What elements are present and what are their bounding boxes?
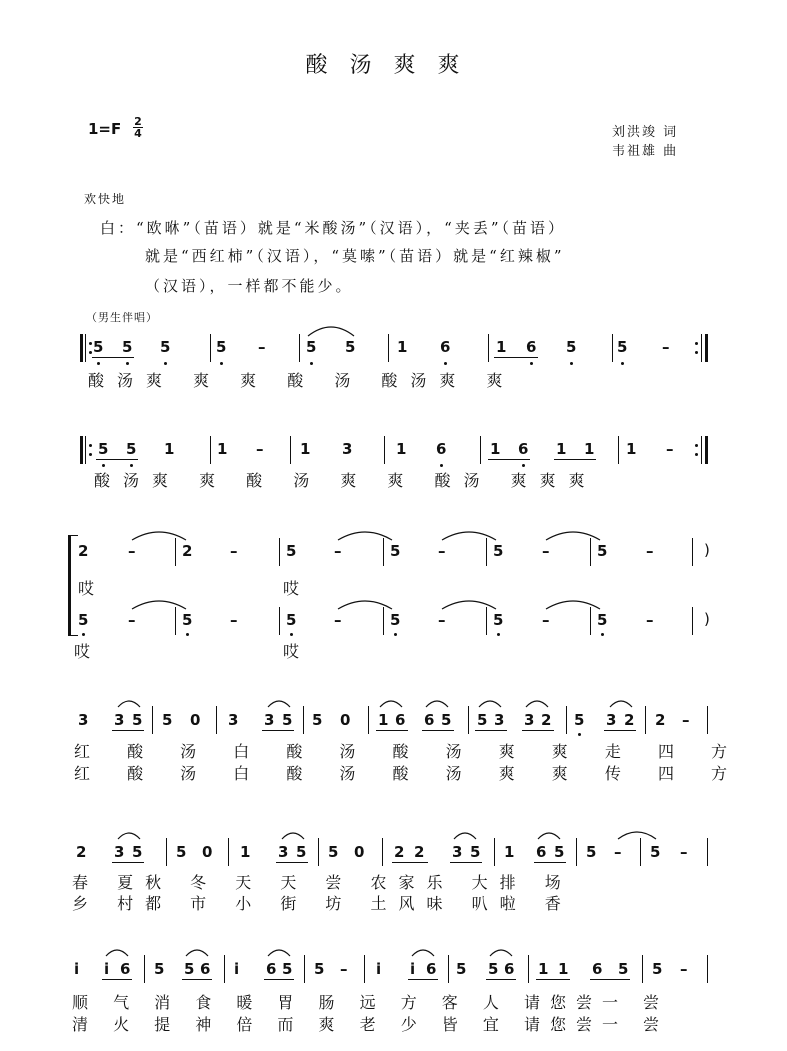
note: 3: [114, 711, 125, 729]
note: 5: [126, 440, 137, 458]
note: –: [438, 542, 446, 560]
narration-line-3: （汉语），一样都不能少。: [145, 277, 354, 295]
note: 1: [556, 440, 567, 458]
note: 5: [441, 711, 452, 729]
note: 6: [426, 960, 437, 978]
lyric: 哎: [74, 642, 104, 661]
note: 1: [504, 843, 515, 861]
note: 2: [655, 711, 666, 729]
note: 2: [414, 843, 425, 861]
note: 5: [390, 542, 401, 560]
tempo-marking: 欢快地: [84, 192, 127, 206]
note: 5: [176, 843, 187, 861]
note: 5: [488, 960, 499, 978]
note: 5: [282, 711, 293, 729]
key-signature: 1=F: [88, 120, 122, 138]
note: –: [680, 960, 688, 978]
note: 5: [617, 338, 628, 356]
note: 2: [182, 542, 193, 560]
note: –: [128, 542, 136, 560]
note: 2: [76, 843, 87, 861]
note: 3: [228, 711, 239, 729]
time-sig-bottom: 4: [134, 127, 142, 140]
lyrics-row-5-verse-2: 红 酸 汤 白 酸 汤 酸 汤 爽 爽 传 四 方: [74, 764, 744, 783]
note: –: [646, 542, 654, 560]
note: –: [230, 542, 238, 560]
note: 6: [266, 960, 277, 978]
note: 2: [78, 542, 89, 560]
note: 6: [592, 960, 603, 978]
lyrics-row-7-verse-2: 清 火 提 神 倍 而 爽 老 少 皆 宜 请您尝一 尝: [72, 1015, 670, 1034]
note: 1: [490, 440, 501, 458]
time-signature: [133, 116, 143, 139]
note: –: [128, 611, 136, 629]
note: 5: [652, 960, 663, 978]
note: 5: [98, 440, 109, 458]
note: 5: [122, 338, 133, 356]
note: 5: [345, 338, 356, 356]
note: 5: [390, 611, 401, 629]
note: 1: [240, 843, 251, 861]
note: 5: [286, 611, 297, 629]
note: 5: [216, 338, 227, 356]
lyricist: 刘洪竣 词: [612, 125, 679, 140]
note: i: [234, 960, 240, 978]
note: 5: [597, 542, 608, 560]
lyrics-row-7-verse-1: 顺 气 消 食 暖 胃 肠 远 方 客 人 请您尝一 尝: [72, 993, 670, 1012]
note: 5: [306, 338, 317, 356]
composer: 韦祖雄 曲: [612, 144, 679, 159]
note: 1: [164, 440, 175, 458]
note: –: [438, 611, 446, 629]
lyrics-row-6-verse-1: 春 夏秋 冬 天 天 尝 农家乐 大排 场: [72, 873, 573, 892]
lyrics-row-6-verse-2: 乡 村都 市 小 街 坊 土风味 叭啦 香: [72, 894, 573, 913]
note: i: [410, 960, 416, 978]
note: –: [680, 843, 688, 861]
note: 6: [504, 960, 515, 978]
note: –: [256, 440, 264, 458]
note: 5: [132, 711, 143, 729]
note: –: [666, 440, 674, 458]
lyric: 哎: [78, 579, 108, 598]
song-title: 酸汤爽爽: [305, 53, 482, 78]
lyrics-row-5-verse-1: 红 酸 汤 白 酸 汤 酸 汤 爽 爽 走 四 方: [74, 742, 744, 761]
narration-line-1: 白：“欧咻”（苗语）就是“米酸汤”（汉语），“夹丢”（苗语）: [100, 219, 567, 237]
note: 5: [78, 611, 89, 629]
note: –: [614, 843, 622, 861]
note: 3: [494, 711, 505, 729]
credits: [612, 123, 678, 161]
closing-paren: ): [704, 541, 710, 559]
note: –: [230, 611, 238, 629]
note: 6: [424, 711, 435, 729]
note: 5: [314, 960, 325, 978]
note: 1: [558, 960, 569, 978]
time-sig-top: 2: [134, 115, 142, 128]
note: 5: [282, 960, 293, 978]
note: 5: [586, 843, 597, 861]
note: 5: [184, 960, 195, 978]
note: 3: [606, 711, 617, 729]
note: 6: [536, 843, 547, 861]
note: i: [104, 960, 110, 978]
note: 5: [93, 338, 104, 356]
note: –: [334, 611, 342, 629]
note: 5: [493, 542, 504, 560]
note: 5: [296, 843, 307, 861]
note: –: [334, 542, 342, 560]
note: 3: [278, 843, 289, 861]
note: 5: [132, 843, 143, 861]
note: 0: [340, 711, 351, 729]
note: 5: [160, 338, 171, 356]
note: 6: [395, 711, 406, 729]
lyrics-row-1: 酸汤爽 爽 爽 酸 汤 酸汤爽 爽: [88, 371, 516, 390]
chorus-note: （男生伴唱）: [86, 311, 158, 324]
note: 5: [470, 843, 481, 861]
note: i: [376, 960, 382, 978]
note: 6: [200, 960, 211, 978]
note: 1: [397, 338, 408, 356]
note: 5: [554, 843, 565, 861]
note: 6: [440, 338, 451, 356]
note: 5: [566, 338, 577, 356]
note: 5: [493, 611, 504, 629]
note: 6: [526, 338, 537, 356]
note: 1: [538, 960, 549, 978]
narration-line-2: 就是“西红柿”（汉语），“莫嗦”（苗语）就是“红辣椒”: [145, 247, 565, 265]
note: 5: [182, 611, 193, 629]
note: 5: [456, 960, 467, 978]
note: 0: [354, 843, 365, 861]
note: 5: [477, 711, 488, 729]
closing-paren: ): [704, 610, 710, 628]
note: i: [74, 960, 80, 978]
lyrics-row-2: 酸汤爽 爽 酸 汤 爽 爽 酸汤 爽爽爽: [94, 471, 598, 490]
note: 1: [217, 440, 228, 458]
note: 3: [342, 440, 353, 458]
note: –: [662, 338, 670, 356]
note: 2: [541, 711, 552, 729]
note: 1: [496, 338, 507, 356]
note: –: [340, 960, 348, 978]
note: 1: [378, 711, 389, 729]
note: 3: [524, 711, 535, 729]
note: –: [682, 711, 690, 729]
note: 1: [626, 440, 637, 458]
note: 3: [78, 711, 89, 729]
note: –: [258, 338, 266, 356]
note: 6: [120, 960, 131, 978]
note: 5: [312, 711, 323, 729]
note: 1: [584, 440, 595, 458]
note: –: [646, 611, 654, 629]
note: 2: [624, 711, 635, 729]
note: 5: [650, 843, 661, 861]
note: 5: [154, 960, 165, 978]
note: –: [542, 611, 550, 629]
note: 6: [436, 440, 447, 458]
lyric: 哎: [283, 579, 313, 598]
note: 5: [162, 711, 173, 729]
note: 1: [300, 440, 311, 458]
note: 2: [394, 843, 405, 861]
note: –: [542, 542, 550, 560]
note: 0: [190, 711, 201, 729]
note: 5: [597, 611, 608, 629]
note: 5: [328, 843, 339, 861]
note: 5: [618, 960, 629, 978]
note: 0: [202, 843, 213, 861]
note: 5: [286, 542, 297, 560]
note: 3: [114, 843, 125, 861]
note: 6: [518, 440, 529, 458]
lyric: 哎: [283, 642, 313, 661]
note: 5: [574, 711, 585, 729]
note: 3: [264, 711, 275, 729]
note: 1: [396, 440, 407, 458]
note: 3: [452, 843, 463, 861]
